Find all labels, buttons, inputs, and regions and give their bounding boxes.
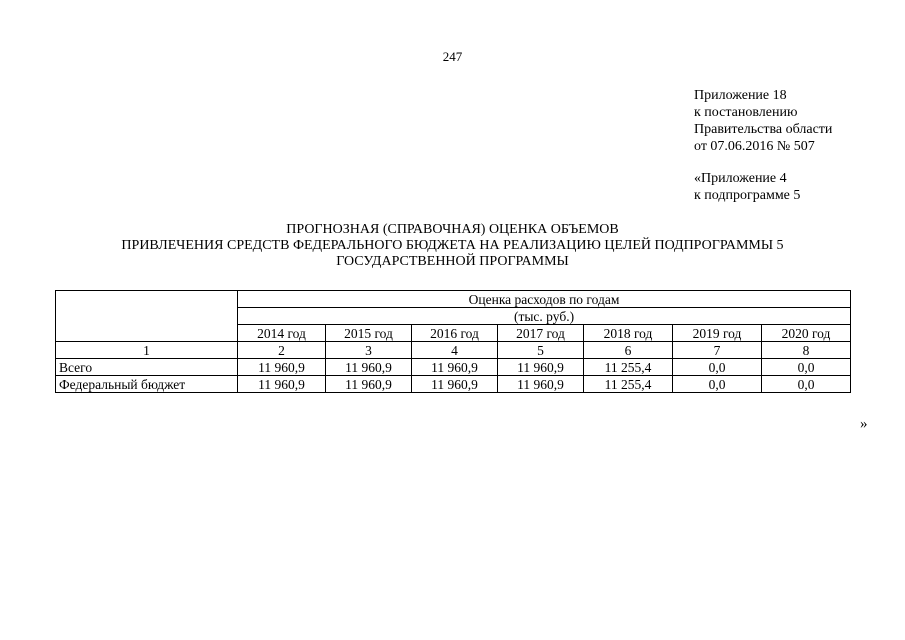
appendix-line: к постановлению: [694, 105, 798, 120]
row-label: Федеральный бюджет: [56, 376, 238, 393]
row-label: Всего: [56, 359, 238, 376]
group-header: Оценка расходов по годам: [238, 291, 851, 308]
value-cell: 11 960,9: [412, 376, 498, 393]
sub-appendix-reference: [694, 170, 800, 204]
year-header: 2017 год: [498, 325, 584, 342]
value-cell: 0,0: [673, 359, 762, 376]
column-number: 2: [238, 342, 326, 359]
appendix-line: Правительства области: [694, 122, 833, 137]
appendix-line: Приложение 18: [694, 88, 787, 103]
value-cell: 11 255,4: [584, 376, 673, 393]
sub-appendix-line: «Приложение 4: [694, 171, 787, 186]
table-row-federal-budget: [56, 376, 851, 393]
column-number: 4: [412, 342, 498, 359]
column-number: 1: [56, 342, 238, 359]
column-numbers-row: [56, 342, 851, 359]
value-cell: 11 960,9: [238, 376, 326, 393]
closing-quote-mark: »: [860, 416, 868, 432]
title-line: ГОСУДАРСТВЕННОЙ ПРОГРАММЫ: [336, 254, 569, 269]
appendix-line: от 07.06.2016 № 507: [694, 139, 815, 154]
year-header: 2019 год: [673, 325, 762, 342]
value-cell: 0,0: [673, 376, 762, 393]
value-cell: 0,0: [762, 376, 851, 393]
column-number: 3: [326, 342, 412, 359]
column-number: 7: [673, 342, 762, 359]
column-number: 5: [498, 342, 584, 359]
appendix-reference: [694, 87, 832, 155]
column-number: 6: [584, 342, 673, 359]
value-cell: 11 960,9: [498, 359, 584, 376]
value-cell: 11 960,9: [498, 376, 584, 393]
table-row-total: [56, 359, 851, 376]
year-header: 2020 год: [762, 325, 851, 342]
value-cell: 11 255,4: [584, 359, 673, 376]
table-corner-cell: [56, 291, 238, 342]
value-cell: 11 960,9: [326, 376, 412, 393]
document-title: [0, 222, 905, 270]
page-number: 247: [442, 49, 463, 64]
value-cell: 0,0: [762, 359, 851, 376]
value-cell: 11 960,9: [412, 359, 498, 376]
title-line: ПРОГНОЗНАЯ (СПРАВОЧНАЯ) ОЦЕНКА ОБЪЕМОВ: [286, 222, 619, 237]
year-header: 2015 год: [326, 325, 412, 342]
budget-table: [55, 290, 851, 393]
sub-appendix-line: к подпрограмме 5: [694, 188, 801, 203]
value-cell: 11 960,9: [238, 359, 326, 376]
year-header: 2016 год: [412, 325, 498, 342]
column-number: 8: [762, 342, 851, 359]
units-header: (тыс. руб.): [238, 308, 851, 325]
year-header: 2014 год: [238, 325, 326, 342]
year-header: 2018 год: [584, 325, 673, 342]
title-line: ПРИВЛЕЧЕНИЯ СРЕДСТВ ФЕДЕРАЛЬНОГО БЮДЖЕТА НА РЕАЛИЗАЦИЮ ЦЕЛЕЙ ПОДПРОГРАММЫ 5: [121, 238, 784, 253]
value-cell: 11 960,9: [326, 359, 412, 376]
